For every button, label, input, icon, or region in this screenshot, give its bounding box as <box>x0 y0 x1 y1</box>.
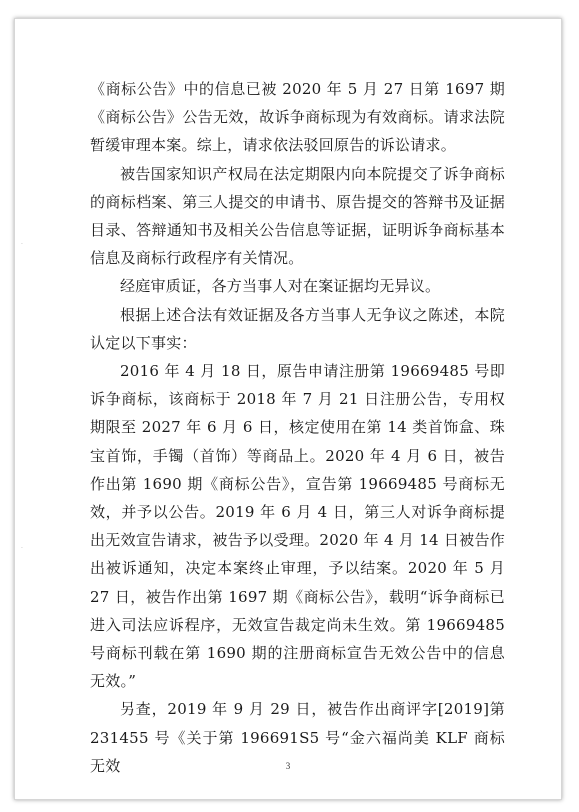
margin-mark: · <box>21 241 23 248</box>
document-page <box>14 18 562 800</box>
document-body <box>90 75 505 780</box>
page-number: 3 <box>285 761 291 771</box>
paragraph-findings-intro: 根据上述合法有效证据及各方当事人无争议之陈述，本院认定以下事实： <box>90 305 505 352</box>
paragraph-evidence: 被告国家知识产权局在法定期限内向本院提交了诉争商标的商标档案、第三人提交的申请书、原告提交的答辩书及证据目录、答辩通知书及相关公告信息等证据，证明诉争商标基本信息及商标行政程序有关情况。 <box>90 164 505 268</box>
paragraph-cross-examination: 经庭审质证，各方当事人对在案证据均无异议。 <box>120 277 441 296</box>
margin-mark: · <box>21 545 23 552</box>
paragraph-continuation: 《商标公告》中的信息已被 2020 年 5 月 27 日第 1697 期《商标公告》公告无效，故诉争商标现为有效商标。请求法院暂缓审理本案。综上，请求依法驳回原告的诉讼请求。 <box>90 80 505 155</box>
paragraph-facts: 2016 年 4 月 18 日，原告申请注册第 19669485 号即诉争商标，该商标于 2018 年 7 月 21 日注册公告，专用权期限至 2027 年 6 月 6 日，核定使用在第 14 类首饰盒、珠宝首饰，手镯（首饰）等商品上。2020 年 4 月 6 日，被告作出第 1690 期《商标公告》，宣告第 19669485 号商标无效，并予以公告。2019 年 6 月 4 日，第三人对诉争商标提出无效宣告请求，被告予以受理。2020 年 4 月 14 日被告作出被诉通知，决定本案终止审理，予以结案。2020 年 5 月 27 日，被告作出第 1697 期《商标公告》，载明“诉争商标已进入司法应诉程序，无效宣告裁定尚未生效。第 19669485 号商标刊载在第 1690 期的注册商标宣告无效公告中的信息无效。” <box>90 362 505 691</box>
paragraph-further-facts: 另查，2019 年 9 月 29 日，被告作出商评字[2019]第 231455 号《关于第 196691S5 号“金六福尚美 KLF 商标无效 <box>90 700 505 775</box>
